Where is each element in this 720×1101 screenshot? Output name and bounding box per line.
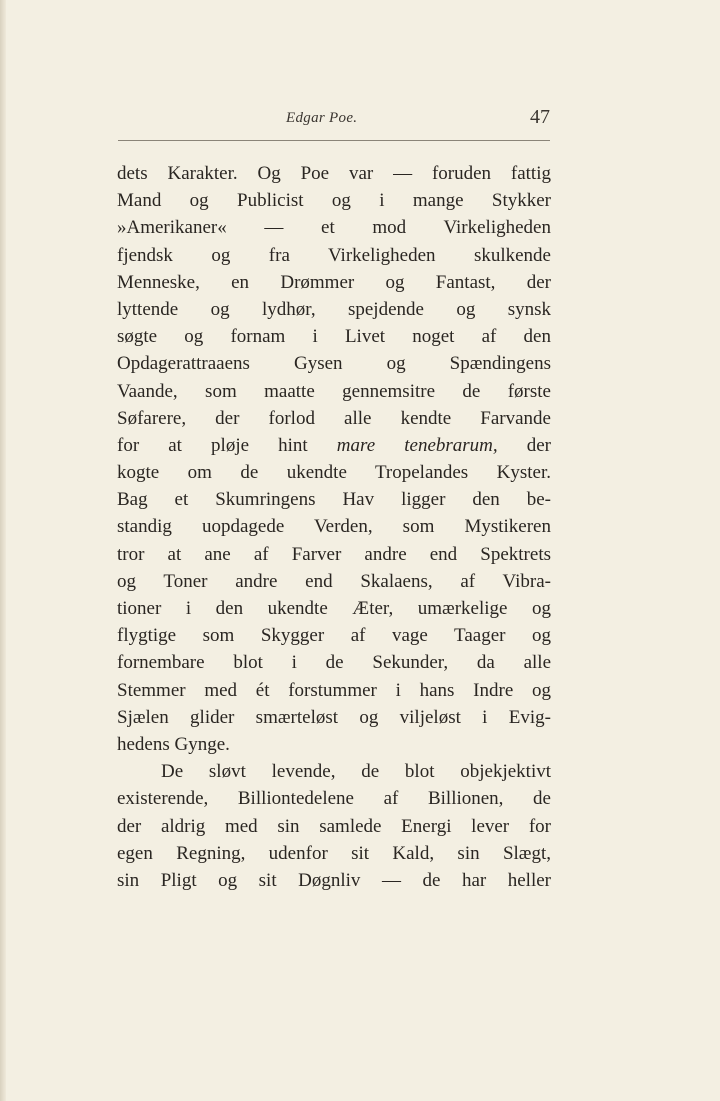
paragraph-start-line: De sløvt levende, de blot objekjektivt <box>161 761 551 783</box>
text-line: søgte og fornam i Livet noget af den <box>117 326 551 348</box>
paragraph-end-line: hedens Gynge. <box>117 733 230 755</box>
page-edge-shadow <box>0 0 6 1101</box>
text-line: Stemmer med ét forstummer i hans Indre og <box>117 679 551 701</box>
text-line: fornembare blot i de Sekunder, da alle <box>117 652 551 674</box>
body-text <box>117 160 551 894</box>
text-line: tioner i den ukendte Æter, umærkelige og <box>117 598 551 619</box>
text-line: existerende, Billiontedelene af Billionen, de <box>117 788 551 810</box>
text-line: Sjælen glider smærteløst og viljeløst i Evig- <box>117 706 551 728</box>
text-line: dets Karakter. Og Poe var — foruden fattig <box>117 163 551 184</box>
text-line: og Toner andre end Skalaens, af Vibra- <box>117 570 551 592</box>
text-line: Vaande, som maatte gennemsitre de første <box>117 380 551 402</box>
text-line: Menneske, en Drømmer og Fantast, der <box>117 271 551 293</box>
text-line: flygtige som Skygger af vage Taager og <box>117 625 551 647</box>
page-header <box>118 106 550 134</box>
text-line: Opdagerattraaens Gysen og Spændingens <box>117 353 551 375</box>
page-number: 47 <box>530 106 550 128</box>
running-title: Edgar Poe. <box>286 110 358 126</box>
text-line: kogte om de ukendte Tropelandes Kyster. <box>117 462 551 484</box>
text-line: tror at ane af Farver andre end Spektrets <box>117 543 551 565</box>
text-line-with-italic <box>117 432 551 459</box>
text-line: lyttende og lydhør, spejdende og synsk <box>117 298 551 320</box>
text-line: standig uopdagede Verden, som Mystikeren <box>117 516 551 538</box>
text-line: »Amerikaner« — et mod Virkeligheden <box>117 217 551 239</box>
text-line: der aldrig med sin samlede Energi lever for <box>117 815 551 837</box>
text-segment: for at pløje hint <box>117 434 337 456</box>
text-line: Mand og Publicist og i mange Stykker <box>117 190 551 212</box>
text-line: fjendsk og fra Virkeligheden skulkende <box>117 244 551 266</box>
text-line: sin Pligt og sit Døgnliv — de har heller <box>117 869 551 891</box>
text-line: Bag et Skumringens Hav ligger den be- <box>117 489 551 511</box>
text-segment: der <box>497 434 551 456</box>
text-line: egen Regning, udenfor sit Kald, sin Slægt, <box>117 842 551 864</box>
header-rule <box>118 140 550 141</box>
latin-phrase: mare tenebrarum, <box>336 434 498 456</box>
text-line: Søfarere, der forlod alle kendte Farvande <box>117 407 551 429</box>
